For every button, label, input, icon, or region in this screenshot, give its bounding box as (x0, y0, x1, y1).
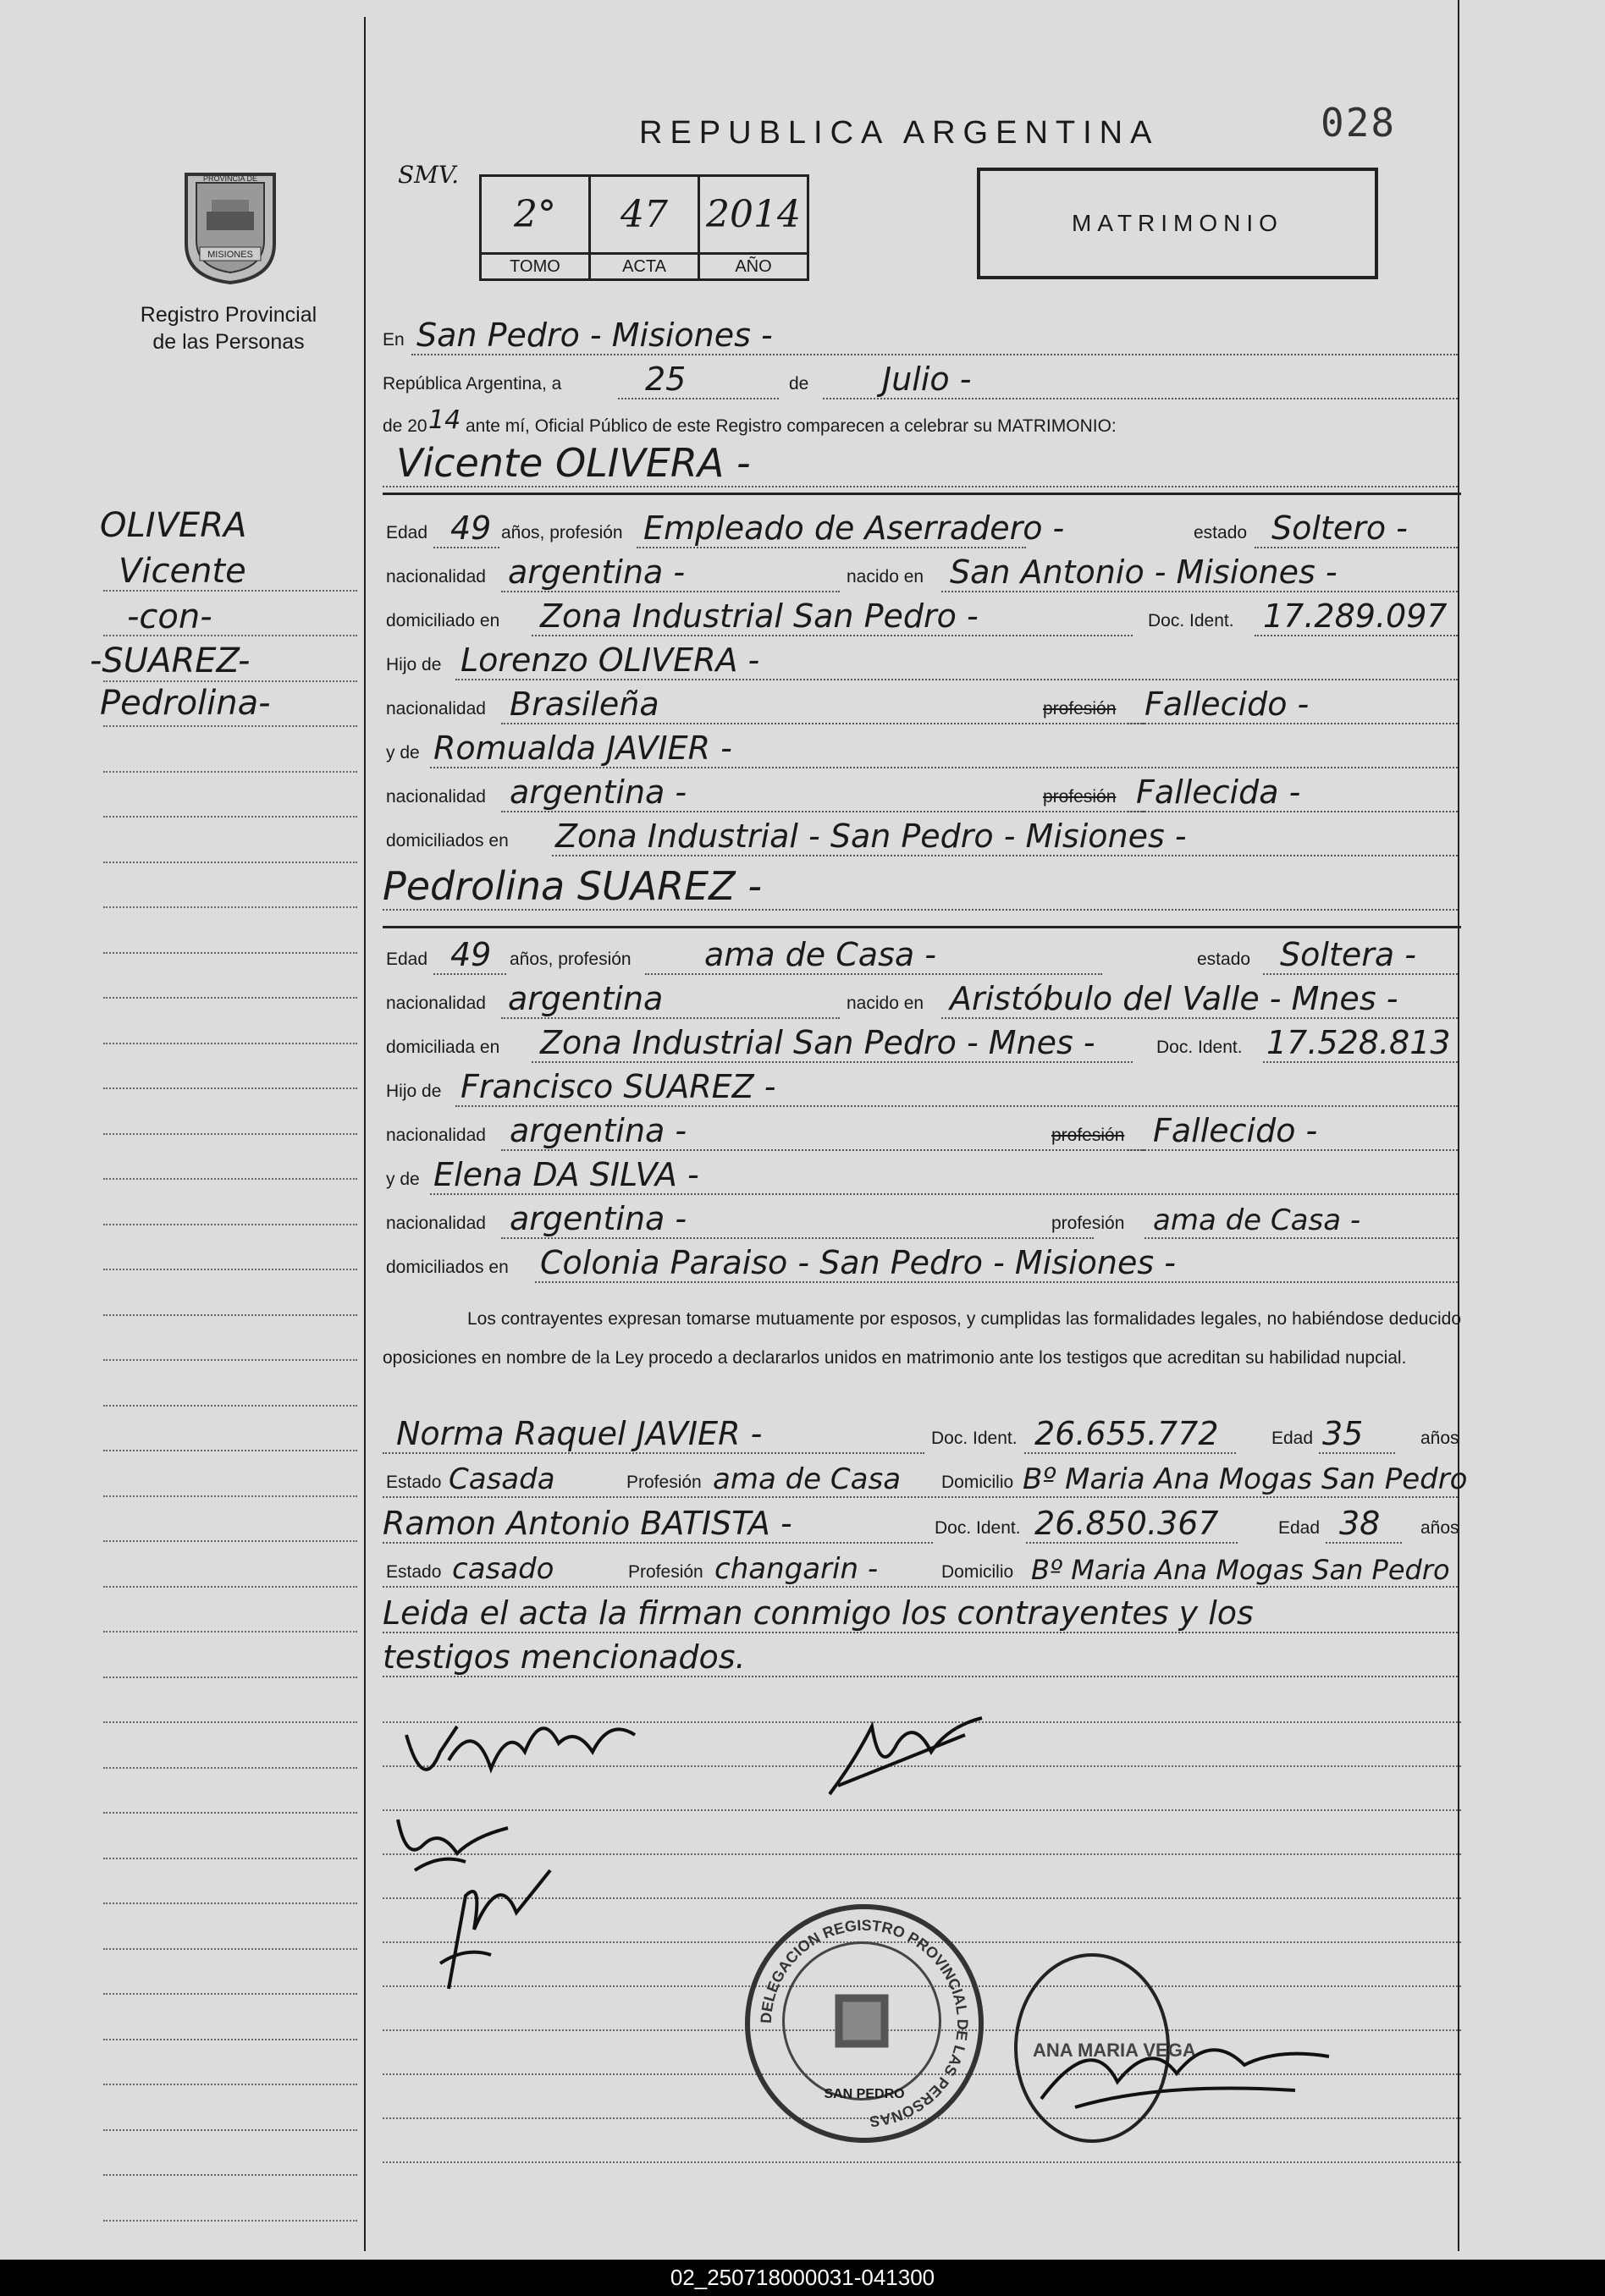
groom-mother-row (383, 724, 1458, 768)
margin-bride-name: Pedrolina- (100, 684, 271, 723)
month-value: Julio - (882, 361, 972, 398)
groom-signature (398, 1701, 652, 1803)
yde-label: y de (386, 743, 420, 763)
bride-hijo-label: Hijo de (386, 1082, 442, 1101)
w2-anios-label: años (1420, 1518, 1459, 1538)
declaration-text: Los contrayentes expresan tomarse mutuamente por esposos, y cumplidas las formalidades legales, no habiéndose deducido oposiciones en nombre de la Ley procedo a declararlos unidos en matrimonio ante los testigos que acreditan su habilidad nupcial. (383, 1309, 1461, 1368)
father-prof-label: profesión (1043, 699, 1117, 719)
bride-mother-nac: argentina - (510, 1200, 687, 1237)
w2-prof-label: Profesión (628, 1562, 703, 1582)
margin-firstname: Vicente (119, 552, 246, 591)
groom-mother-nac: argentina - (510, 774, 687, 811)
witness1-doc: 26.655.772 (1034, 1415, 1219, 1452)
groom-father-nac: Brasileña (510, 685, 659, 723)
groom-estado: Soltero - (1271, 509, 1408, 547)
groom-doc: 17.289.097 (1263, 597, 1448, 635)
en-label: En (383, 330, 405, 350)
bride-edad-label: Edad (386, 950, 428, 969)
w1-doc-label: Doc. Ident. (931, 1429, 1018, 1448)
witness1-age: 35 (1322, 1415, 1364, 1452)
witness1-name: Norma Raquel JAVIER - (396, 1415, 763, 1452)
w2-dom-label: Domicilio (941, 1562, 1014, 1582)
closing-row1 (383, 1589, 1458, 1633)
estado-label: estado (1194, 523, 1248, 542)
bride-nacionalidad: argentina (508, 980, 664, 1017)
acta-value: 47 (620, 193, 668, 236)
groom-age-row (383, 504, 1458, 548)
bride-nac-row (383, 975, 1458, 1019)
stamp-emblem-icon (824, 1983, 900, 2059)
bride-age-row (383, 931, 1458, 975)
bride-mother-row (383, 1151, 1458, 1195)
bride-domicilio: Zona Industrial San Pedro - Mnes - (540, 1024, 1095, 1061)
acta-label: ACTA (591, 252, 698, 278)
witness2-dom: Bº Maria Ana Mogas San Pedro (1031, 1554, 1450, 1586)
bride-nacido-label: nacido en (847, 994, 924, 1013)
bride-dom-label: domiciliada en (386, 1038, 500, 1057)
groom-name: Vicente OLIVERA - (396, 440, 751, 486)
record-type-box: MATRIMONIO (977, 168, 1378, 279)
w1-dom-label: Domicilio (941, 1473, 1014, 1492)
bride-estado-label: estado (1197, 950, 1251, 969)
w2-edad-label: Edad (1278, 1518, 1321, 1538)
witness1-signature (821, 1710, 990, 1803)
ante-text: ante mí, Oficial Público de este Registro comparecen a celebrar su MATRIMONIO: (466, 416, 1117, 436)
w2-estado-label: Estado (386, 1562, 442, 1582)
acta-cell (591, 177, 700, 278)
margin-rule (364, 17, 366, 2251)
bride-doms-row (383, 1239, 1458, 1283)
registry-label (119, 301, 339, 355)
bride-mother-nac-row (383, 1195, 1458, 1239)
margin-con: -con- (127, 597, 212, 636)
witness1-estado: Casada (449, 1462, 555, 1496)
w1-anios-label: años (1420, 1429, 1459, 1448)
seal-top-text: PROVINCIA DE (202, 174, 258, 183)
bride-father-nac-label: nacionalidad (386, 1126, 486, 1145)
bride-father-prof-label: profesión (1051, 1126, 1125, 1145)
de-label: de (789, 374, 809, 394)
de-year-label: de 20 (383, 416, 427, 436)
bride-doms: Colonia Paraiso - San Pedro - Misiones - (540, 1244, 1176, 1281)
smv-annotation: SMV. (398, 161, 460, 189)
w1-prof-label: Profesión (626, 1473, 702, 1492)
republic-label: República Argentina, a (383, 374, 562, 394)
witness1-prof: ama de Casa (713, 1462, 902, 1496)
groom-mother: Romualda JAVIER - (433, 730, 732, 767)
year-row (383, 405, 1458, 442)
groom-nacido: San Antonio - Misiones - (950, 553, 1338, 591)
bride-father-nac: argentina - (510, 1112, 687, 1149)
officer-name-stamp: ANA MARIA VEGA (1033, 2040, 1196, 2061)
witness2-doc: 26.850.367 (1034, 1505, 1219, 1542)
groom-nac-row (383, 548, 1458, 592)
anio-cell (700, 177, 807, 278)
closing-row2 (383, 1633, 1458, 1677)
groom-doms-row (383, 812, 1458, 856)
groom-doms: Zona Industrial - San Pedro - Misiones - (555, 818, 1187, 855)
witness2-age: 38 (1339, 1505, 1381, 1542)
w1-edad-label: Edad (1271, 1429, 1314, 1448)
doc-label: Doc. Ident. (1148, 611, 1234, 630)
bride-age: 49 (450, 936, 492, 973)
nacido-label: nacido en (847, 567, 924, 586)
registry-stamp (745, 1904, 984, 2143)
bride-profession: ama de Casa - (704, 936, 936, 973)
groom-domicilio: Zona Industrial San Pedro - (540, 597, 979, 635)
scan-id-footer: 02_250718000031-041300 (0, 2260, 1605, 2296)
bride-father-nac-row (383, 1107, 1458, 1151)
stamp-inner (782, 1941, 941, 2101)
witness1-dom: Bº Maria Ana Mogas San Pedro (1023, 1462, 1468, 1496)
country-title: REPUBLICA ARGENTINA (639, 115, 1160, 151)
groom-dom-row (383, 592, 1458, 636)
groom-rule (383, 493, 1461, 495)
groom-mother-prof: Fallecida - (1136, 774, 1301, 811)
year-suffix: 14 (428, 405, 461, 435)
misiones-seal-icon (178, 166, 283, 284)
ruled-line (383, 1809, 1461, 1811)
officer-signature-stamp (990, 1938, 1346, 2158)
bride-nacido: Aristóbulo del Valle - Mnes - (950, 980, 1398, 1017)
bride-name-row (383, 862, 1458, 911)
anio-label: AÑO (700, 252, 807, 278)
nac-label: nacionalidad (386, 567, 486, 586)
right-margin-rule (1458, 0, 1459, 2251)
bride-mother-prof: ama de Casa - (1153, 1203, 1361, 1237)
closing-text-2: testigos mencionados. (383, 1638, 746, 1676)
groom-name-row (383, 440, 1458, 487)
witness1-row (383, 1408, 1458, 1454)
bride-father: Francisco SUAREZ - (461, 1068, 776, 1105)
groom-father-nac-row (383, 680, 1458, 724)
bride-name: Pedrolina SUAREZ - (383, 863, 762, 909)
date-row (383, 355, 1458, 399)
witness2-row (383, 1498, 1458, 1544)
stamp-bottom-text: SAN PEDRO (824, 2087, 905, 2101)
witness1-detail-row (383, 1454, 1468, 1498)
bride-mother-prof-label: profesión (1051, 1214, 1125, 1233)
bride-nac-label: nacionalidad (386, 994, 486, 1013)
groom-age: 49 (450, 509, 492, 547)
groom-profession: Empleado de Aserradero - (643, 509, 1065, 547)
hijo-label: Hijo de (386, 655, 442, 674)
witness2-prof: changarin - (714, 1552, 879, 1586)
witness2-estado: casado (452, 1552, 554, 1586)
groom-mother-nac-row (383, 768, 1458, 812)
margin-bride-surname: -SUAREZ- (90, 641, 251, 680)
place-row (383, 313, 1458, 355)
bride-doms-label: domiciliados en (386, 1258, 509, 1277)
bride-father-row (383, 1063, 1458, 1107)
stamp-ring: DELEGACION REGISTRO PROVINCIAL DE LAS PERSONAS (757, 1916, 972, 2130)
bride-yde-label: y de (386, 1170, 420, 1189)
edad-label: Edad (386, 523, 428, 542)
tomo-value: 2° (514, 193, 556, 236)
witness2-name: Ramon Antonio BATISTA - (383, 1505, 792, 1542)
w1-estado-label: Estado (386, 1473, 442, 1492)
place-value: San Pedro - Misiones - (416, 317, 773, 354)
ruled-line (383, 2161, 1461, 2163)
margin-ruled-lines (103, 546, 357, 2222)
mother-prof-label: profesión (1043, 787, 1117, 807)
anios-prof-label: años, profesión (501, 523, 623, 542)
bride-doc-label: Doc. Ident. (1156, 1038, 1243, 1057)
ruled-line (383, 1853, 1461, 1855)
registry-label-line1: Registro Provincial (140, 303, 317, 327)
dom-label: domiciliado en (386, 611, 500, 630)
groom-father: Lorenzo OLIVERA - (461, 641, 760, 679)
bride-mother-nac-label: nacionalidad (386, 1214, 486, 1233)
bride-doc: 17.528.813 (1266, 1024, 1451, 1061)
bride-rule (383, 926, 1461, 928)
groom-father-prof: Fallecido - (1144, 685, 1310, 723)
margin-surname: OLIVERA (100, 506, 247, 545)
seal-text: MISIONES (207, 250, 253, 260)
groom-nacionalidad: argentina - (508, 553, 686, 591)
doms-label: domiciliados en (386, 831, 509, 851)
w2-doc-label: Doc. Ident. (935, 1518, 1021, 1538)
tomo-label: TOMO (482, 252, 588, 278)
bride-anios-prof-label: años, profesión (510, 950, 632, 969)
registry-label-line2: de las Personas (152, 330, 305, 354)
closing-text-1: Leida el acta la firman conmigo los contrayentes y los (383, 1594, 1254, 1632)
witness2-signature (415, 1862, 567, 1997)
anio-value: 2014 (706, 193, 801, 236)
folio-number: 028 (1321, 100, 1397, 146)
bride-dom-row (383, 1019, 1458, 1063)
bride-estado: Soltera - (1280, 936, 1416, 973)
tomo-cell (482, 177, 591, 278)
father-nac-label: nacionalidad (386, 699, 486, 719)
day-value: 25 (645, 361, 687, 398)
bride-mother: Elena DA SILVA - (433, 1156, 699, 1193)
mother-nac-label: nacionalidad (386, 787, 486, 807)
bride-father-prof: Fallecido - (1153, 1112, 1318, 1149)
groom-father-row (383, 636, 1458, 680)
record-number-box (479, 174, 809, 281)
witness2-detail-row (383, 1544, 1458, 1588)
